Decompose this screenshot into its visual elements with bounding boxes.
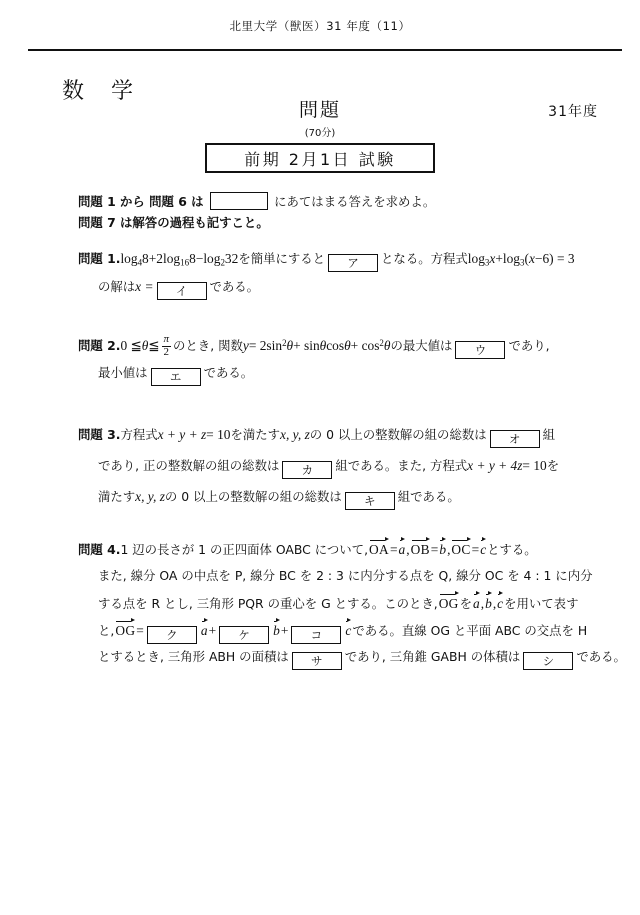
vector-oc: [451, 542, 470, 556]
math-segment: =: [430, 542, 439, 557]
answer-box-カ[interactable]: カ: [282, 461, 332, 479]
math-segment: =: [471, 542, 480, 557]
problem-2-line-2: [98, 366, 253, 386]
subscript: 16: [180, 257, 190, 268]
vector-og: [439, 596, 459, 610]
math-segment: = 10: [206, 427, 231, 442]
vector-a: [399, 542, 406, 556]
answer-box-コ[interactable]: コ: [291, 626, 341, 644]
math-segment: +: [280, 623, 289, 638]
instruction-line-2: [78, 216, 269, 229]
vector-label: a: [398, 542, 406, 557]
math-segment: =: [389, 542, 398, 557]
text-segment: 満たす: [98, 489, 136, 504]
text-segment: である。直線 OG と平面 ABC の交点を H: [352, 623, 588, 638]
problem-3-line-2: [98, 459, 559, 479]
math-segment: 8+2log: [142, 251, 181, 266]
math-variable: x =: [135, 279, 154, 294]
problem-1-label: 問題 1.: [78, 251, 121, 266]
text-segment: の解は: [98, 279, 136, 294]
answer-box-キ[interactable]: キ: [345, 492, 395, 510]
text-segment: を: [459, 596, 473, 611]
instruction-line-1: [78, 192, 435, 210]
subject-title: 数 学: [62, 79, 143, 104]
vector-c: [345, 623, 351, 637]
text-segment: する点を R とし, 三角形 PQR の重心を G とする。このとき,: [98, 596, 438, 611]
problem-3-line-1: [78, 428, 555, 448]
vector-c: [497, 596, 503, 610]
text-segment: を簡単にすると: [238, 251, 326, 266]
math-segment: 8−log: [189, 251, 221, 266]
text-segment: 組である。また, 方程式: [335, 458, 468, 473]
vector-label: c: [480, 542, 487, 557]
text-segment: を満たす: [230, 427, 281, 442]
text-segment: を用いて表す: [504, 596, 579, 611]
text-segment: であり,: [508, 337, 550, 353]
text-segment: 方程式: [120, 427, 158, 442]
answer-box-イ[interactable]: イ: [157, 282, 207, 300]
text-segment: であり, 三角錐 GABH の体積は: [344, 649, 521, 664]
answer-box-ア[interactable]: ア: [328, 254, 378, 272]
vector-label: OC: [451, 542, 471, 557]
problem-4-label: 問題 4.: [78, 542, 121, 557]
math-segment: =: [136, 623, 144, 638]
vector-label: a: [200, 623, 208, 638]
text-segment: のとき, 関数: [173, 337, 243, 353]
exam-year: 31年度: [548, 104, 598, 120]
vector-a: [201, 623, 208, 637]
math-segment: cos: [326, 337, 345, 353]
header-rule: [28, 49, 622, 51]
problem-1-line-2: [98, 280, 259, 300]
math-segment: 32: [224, 251, 239, 266]
problem-2-label: 問題 2.: [78, 337, 121, 353]
text-segment: とするとき, 三角形 ABH の面積は: [98, 649, 289, 664]
math-segment: ,: [447, 542, 451, 557]
problem-4-line-5: [98, 650, 626, 670]
answer-box-シ[interactable]: シ: [523, 652, 573, 670]
vector-label: OG: [438, 596, 459, 611]
running-head: 北里大学（獣医）31 年度（11）: [229, 19, 411, 33]
text-segment: を: [546, 458, 560, 473]
vector-label: OG: [115, 623, 136, 638]
math-variable: x, y, z: [135, 489, 165, 504]
answer-box-ウ[interactable]: ウ: [455, 341, 505, 359]
vector-label: OA: [369, 542, 389, 557]
instruction-answer-box: [210, 192, 268, 210]
math-segment: ,: [492, 596, 497, 611]
text-segment: また, 線分 OA の中点を P, 線分 BC を 2 : 3 に内分する点を Q, 線分 OC を 4 : 1 に内分: [98, 568, 593, 583]
text-segment: の 0 以上の整数解の組の総数は: [309, 427, 487, 442]
page-title: 問題: [298, 99, 341, 121]
vector-label: b: [273, 623, 280, 638]
vector-oa: [369, 542, 389, 556]
subscript: 3: [520, 257, 525, 268]
math-variable: x, y, z: [280, 427, 310, 442]
superscript: 2: [282, 338, 287, 348]
answer-box-サ[interactable]: サ: [292, 652, 342, 670]
vector-b: [485, 596, 492, 610]
answer-box-ク[interactable]: ク: [147, 626, 197, 644]
vector-a: [473, 596, 480, 610]
math-segment: 0 ≦: [120, 337, 142, 353]
math-segment: (: [524, 251, 529, 266]
instruction-text-b: にあてはまる答えを求めよ。: [274, 194, 436, 209]
problem-2-line-1: [78, 334, 550, 359]
subscript: 2: [220, 257, 225, 268]
vector-label: c: [497, 596, 504, 611]
vector-label: b: [485, 596, 492, 611]
vector-label: a: [473, 596, 480, 611]
text-segment: の 0 以上の整数解の組の総数は: [164, 489, 342, 504]
answer-box-ケ[interactable]: ケ: [219, 626, 269, 644]
problem-3-label: 問題 3.: [78, 427, 121, 442]
vector-c: [480, 542, 486, 556]
problem-4-line-1: [78, 542, 537, 556]
instruction-text-a: 問題 1 から 問題 6 は: [78, 194, 204, 209]
math-segment: ≦: [148, 337, 160, 353]
math-segment: log: [120, 251, 138, 266]
vector-label: c: [345, 623, 352, 638]
vector-label: OB: [410, 542, 430, 557]
text-segment: 最小値は: [98, 365, 148, 380]
math-variable: θ: [344, 337, 351, 353]
math-segment: ,: [480, 596, 485, 611]
math-segment: = 10: [522, 458, 547, 473]
text-segment: と,: [98, 623, 115, 638]
session-banner: 前期 2月1日 試験: [205, 143, 435, 173]
answer-box-エ[interactable]: エ: [151, 368, 201, 386]
math-segment: log: [467, 251, 485, 266]
problem-1-line-1: [78, 252, 575, 272]
math-segment: + sin: [293, 337, 320, 353]
math-variable: y: [242, 337, 249, 353]
answer-box-オ[interactable]: オ: [490, 430, 540, 448]
math-variable: x + y + 4z: [467, 458, 523, 473]
math-variable: θ: [383, 337, 391, 353]
text-segment: となる。方程式: [381, 251, 468, 266]
math-segment: + cos: [350, 337, 380, 353]
problem-3-line-3: [98, 490, 460, 510]
superscript: 2: [379, 338, 384, 348]
text-segment: であり, 正の整数解の組の総数は: [98, 458, 280, 473]
instruction-text-2: 問題 7 は解答の過程も記すこと。: [78, 215, 269, 230]
math-segment: +: [208, 623, 217, 638]
text-segment: 組: [542, 427, 556, 442]
text-segment: である。: [576, 649, 626, 664]
text-segment: とする。: [487, 542, 537, 557]
problem-4-line-4: [98, 623, 587, 644]
math-variable: θ: [141, 337, 149, 353]
math-variable: x + y + z: [157, 427, 207, 442]
math-variable: θ: [319, 337, 327, 353]
text-segment: 1 辺の長さが 1 の正四面体 OABC について,: [120, 542, 369, 557]
math-variable: x: [489, 251, 496, 266]
vector-b: [273, 623, 280, 637]
subscript: 3: [484, 257, 490, 268]
vector-label: b: [439, 542, 447, 557]
exam-duration: (70分): [304, 128, 336, 139]
problem-4-line-2: [98, 569, 592, 582]
text-segment: である。: [203, 365, 254, 380]
subscript: 4: [137, 257, 143, 268]
text-segment: 組である。: [397, 489, 460, 504]
math-segment: = 2sin: [248, 337, 283, 353]
vector-b: [439, 542, 446, 556]
text-segment: である。: [209, 279, 260, 294]
math-segment: +log: [495, 251, 521, 266]
problem-4-line-3: [98, 596, 578, 610]
math-segment: ,: [406, 542, 410, 557]
vector-og: [115, 623, 135, 637]
text-segment: の最大値は: [390, 337, 453, 353]
math-variable: x: [528, 251, 535, 266]
math-variable: θ: [286, 337, 294, 353]
math-segment: −6) = 3: [534, 251, 575, 266]
vector-ob: [411, 542, 430, 556]
fraction: $\frac{\pi}{2}$: [163, 333, 170, 358]
